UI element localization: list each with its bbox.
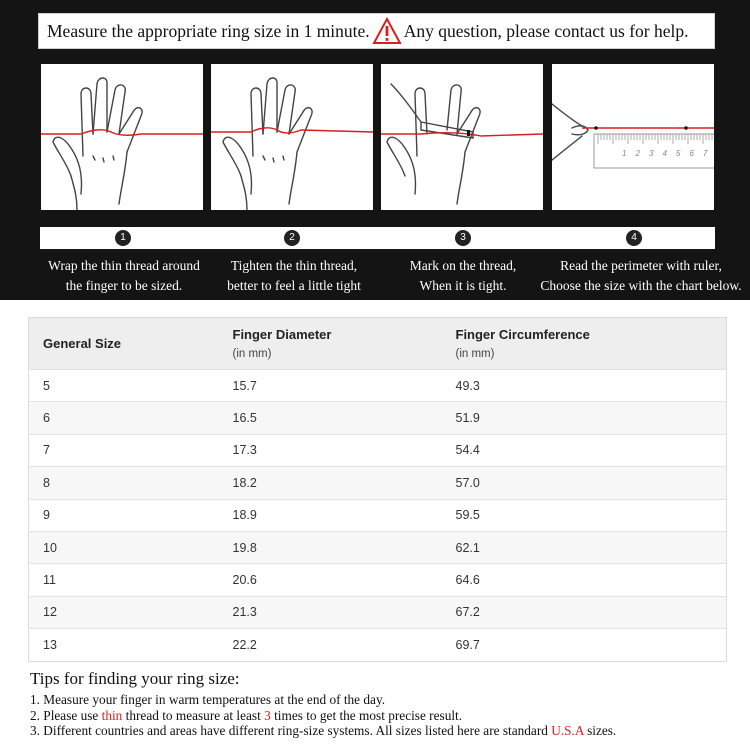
header-general-size: General Size (43, 336, 122, 351)
step-4-illustration (552, 64, 714, 210)
cell-size: 8 (43, 475, 50, 490)
tip-3 (30, 723, 740, 739)
cell-circumference: 57.0 (455, 475, 480, 490)
ruler-label: 6 (689, 149, 694, 158)
tip-3-highlight-usa: U.S.A (551, 723, 584, 738)
header-diameter-unit: (in mm) (232, 348, 272, 360)
ruler-label: 7 (703, 149, 708, 158)
warning-icon (372, 16, 402, 46)
step-3-number: 3 (455, 230, 471, 246)
table-row (29, 596, 727, 628)
ruler-label: 5 (676, 149, 681, 158)
tips-section (30, 669, 740, 739)
tip-1: 1. Measure your finger in warm temperatures at the end of the day. (30, 692, 386, 707)
cell-size: 7 (43, 443, 50, 458)
step-3-caption (363, 256, 563, 296)
step-progress-bar (40, 227, 715, 249)
tip-2-highlight-thin: thin (101, 707, 123, 723)
cell-size: 13 (43, 637, 57, 652)
hand-thread-tighten-icon (211, 64, 373, 210)
step-1-number: 1 (115, 230, 131, 246)
cell-circumference: 59.5 (455, 508, 480, 523)
cell-size: 5 (43, 378, 50, 393)
cell-circumference: 67.2 (455, 605, 480, 620)
tip-2-text-c: times to get the most precise result. (270, 707, 463, 723)
cell-circumference: 62.1 (455, 540, 480, 555)
table-row (29, 434, 727, 466)
tip-3-text-b: sizes. (583, 723, 617, 738)
cell-diameter: 18.9 (232, 508, 257, 523)
step-4-number: 4 (626, 230, 642, 246)
cell-circumference: 69.7 (455, 637, 480, 652)
table-row (29, 402, 727, 434)
header-circumference-unit: (in mm) (455, 348, 495, 360)
cell-diameter: 21.3 (232, 605, 257, 620)
cell-circumference: 49.3 (455, 378, 480, 393)
tips-title: Tips for finding your ring size: (30, 669, 240, 688)
header-diameter-label: Finger Diameter (232, 327, 332, 342)
table-header-row (29, 318, 727, 370)
step-2-caption-line2: better to feel a little tight (227, 278, 361, 293)
table-row (29, 467, 727, 499)
cell-size: 12 (43, 605, 57, 620)
cell-diameter: 16.5 (232, 411, 257, 426)
step-4-caption-line2: Choose the size with the chart below. (540, 278, 742, 293)
step-1-caption-line2: the finger to be sized. (65, 278, 183, 293)
table-row (29, 564, 727, 596)
step-4-caption (536, 256, 746, 296)
tip-2-highlight-count: 3 (264, 707, 271, 723)
ruler-label: 3 (649, 149, 654, 158)
hand-pen-mark-icon (381, 64, 543, 210)
ruler-measure-icon (552, 64, 714, 210)
instruction-panel (0, 0, 750, 300)
header-text-contact: Any question, please contact us for help. (403, 20, 689, 41)
header-finger-diameter (219, 318, 442, 370)
ruler-label: 4 (662, 149, 667, 158)
header-circumference-label: Finger Circumference (455, 327, 590, 342)
step-2-caption-line1: Tighten the thin thread, (230, 258, 358, 273)
step-3-caption-line2: When it is tight. (419, 278, 507, 293)
step-3-caption-line1: Mark on the thread, (409, 258, 517, 273)
ruler-label: 2 (635, 149, 640, 158)
cell-size: 6 (43, 411, 50, 426)
table-row (29, 370, 727, 402)
tip-2-text-b: thread to measure at least (122, 707, 265, 723)
hand-thread-wrap-icon (41, 64, 203, 210)
table-row (29, 629, 727, 661)
ring-size-table (28, 317, 727, 662)
header-finger-circumference (442, 318, 727, 370)
cell-diameter: 20.6 (232, 573, 257, 588)
step-2-number: 2 (284, 230, 300, 246)
cell-diameter: 19.8 (232, 540, 257, 555)
cell-size: 10 (43, 540, 57, 555)
cell-size: 9 (43, 508, 50, 523)
step-3-illustration (381, 64, 543, 210)
cell-circumference: 54.4 (455, 443, 480, 458)
step-2-illustration (211, 64, 373, 210)
tip-3-text-a: 3. Different countries and areas have different ring-size systems. All sizes listed here are standard (30, 723, 552, 738)
cell-diameter: 18.2 (232, 475, 257, 490)
tip-2 (30, 708, 740, 724)
cell-diameter: 17.3 (232, 443, 257, 458)
step-1-illustration (41, 64, 203, 210)
cell-diameter: 22.2 (232, 637, 257, 652)
step-1-caption-line1: Wrap the thin thread around (48, 258, 200, 273)
cell-diameter: 15.7 (232, 378, 257, 393)
tip-2-text-a: 2. Please use (30, 707, 102, 723)
cell-circumference: 51.9 (455, 411, 480, 426)
header-text-main: Measure the appropriate ring size in 1 minute. (47, 20, 370, 41)
ruler-label: 1 (622, 149, 627, 158)
header-banner (38, 13, 715, 49)
step-4-caption-line1: Read the perimeter with ruler, (560, 258, 722, 273)
table-row (29, 531, 727, 563)
table-row (29, 499, 727, 531)
cell-size: 11 (43, 573, 56, 588)
cell-circumference: 64.6 (455, 573, 480, 588)
